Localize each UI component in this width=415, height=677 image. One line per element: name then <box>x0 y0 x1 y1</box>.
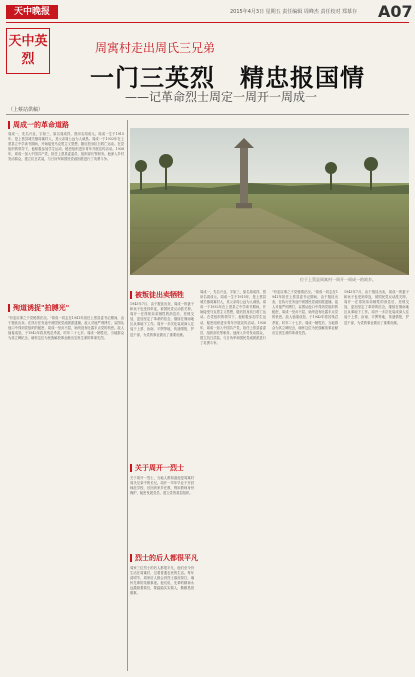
section-title-text: 烈士的后人都很平凡 <box>135 554 198 562</box>
article-subhead: ——记革命烈士周定一周开一周成一 <box>125 90 318 104</box>
photo-caption: 位于上蔡县周寓村一周开一周成一的故乡。 <box>300 277 376 282</box>
section-title-text: 殉道诱捉"拍膊光" <box>13 304 70 312</box>
masthead-rule <box>6 22 409 23</box>
article-column-6: 周成一，先名兴业，字如三，原名周成祥，曾用名周成元。周成一生于1915年，是上蔡县城关镇周寓村人，其父亲周公远为人诚恳。周成一于1932年在上蔡县立中学读书期间，开始接受马克思主义思想，随后投身抗日救亡运动。在党组织的领导下，他积极参加学生运动，秘密组织进步青年开展宣传活动。1938年，周成一加入中国共产党，担任上蔡县委委员、组织部长等职务。他深入乡村发动群众，建立抗日武装，与日伪军和国民党顽固派进行了英勇斗争。 <box>200 290 266 345</box>
article-column-3: 1943年7月，由于叛徒出卖，周成一的妻子和孩子也受到牵连，被国民党反动派关押。周开一在得知弟弟牺牲的消息后，悲愤交加，更加坚定了革命的信念，继续在豫南地区从事地下工作。周开一多次化装成商人往返于上蔡、汝南、平舆等地，传递情报，护送干部，为党的事业做出了重要贡献。 <box>130 302 194 337</box>
section-title-2 <box>8 303 69 313</box>
article-headline: 一门三英烈 精忠报国情 <box>90 64 365 92</box>
section-label: 天中英烈 <box>6 28 50 74</box>
article-column-2: "有忠臣事之于党秘情法况。"周成一同志在1941年担任上蔡县委书记期间，由于叛徒出卖，在执行任务途中被国民党顽固派逮捕。敌人对他严刑拷打，妄图从他口中得到党组织的秘密，周成一坚贞不屈，始终没有吐露半点党的机密。敌人恼羞成怒，于1942年将其残忍杀害，时年二十七岁。周成一牺牲后，当地群众为其立碑纪念，缅怀这位为民族解放事业献出宝贵生命的革命先烈。 <box>8 316 124 341</box>
landscape-image <box>130 128 409 275</box>
section-title-text: 关于周开一烈士 <box>135 464 184 472</box>
section-marker <box>130 464 132 472</box>
section-title-3 <box>130 290 184 300</box>
article-credit: （上蔡站供稿） <box>8 107 44 113</box>
village-photo <box>130 128 409 275</box>
newspaper-logo: 天中晚报 <box>6 5 58 19</box>
section-title-5 <box>130 553 198 563</box>
section-marker <box>8 121 10 129</box>
section-marker <box>130 291 132 299</box>
column-divider <box>127 120 128 671</box>
section-title-text: 周成一的革命道路 <box>13 121 69 129</box>
article-column-8: 1943年7月，由于叛徒出卖，周成一的妻子和孩子也受到牵连，被国民党反动派关押。周开一在得知弟弟牺牲的消息后，悲愤交加，更加坚定了革命的信念，继续在豫南地区从事地下工作。周开一多次化装成商人往返于上蔡、汝南、平舆等地，传递情报，护送干部，为党的事业做出了重要贡献。 <box>344 290 409 325</box>
section-title-4 <box>130 463 184 473</box>
date-line: 2015年4月3日 星期五 责任编辑 周峰杰 责任校对 郑慕存 <box>230 9 358 15</box>
section-marker <box>130 554 132 562</box>
article-column-4: 关于周开一烈士，当地人都知道他是周寓村周氏兄弟中的长兄。周开一早年毕业于开封师范学校，后回到家乡任教，利用教师身份掩护，秘密发展党员，建立党的基层组织。 <box>130 476 194 496</box>
article-column-5: 周家三位烈士的后人都很平凡，他们至今仍生活在周寓村，过着普通农民的生活。每年清明节，周家后人都会到烈士墓前祭扫，缅怀先辈的英雄事迹。他们说，先辈的精神永远激励着我们，要踏踏实实做人，勤勤恳恳做事。 <box>130 566 194 596</box>
article-kicker: 周寓村走出周氏三兄弟 <box>95 41 216 55</box>
section-title-text: 被叛徒出卖牺牲 <box>135 291 184 299</box>
divider <box>6 114 409 115</box>
section-marker <box>8 304 10 312</box>
page-number: A07 <box>378 2 413 21</box>
article-column-1: 周成一，先名兴业，字如三，原名周成祥，曾用名周成元。周成一生于1915年，是上蔡县城关镇周寓村人，其父亲周公远为人诚恳。周成一于1932年在上蔡县立中学读书期间，开始接受马克思主义思想，随后投身抗日救亡运动。在党组织的领导下，他积极参加学生运动，秘密组织进步青年开展宣传活动。1938年，周成一加入中国共产党，担任上蔡县委委员、组织部长等职务。他深入乡村发动群众，建立抗日武装，与日伪军和国民党顽固派进行了英勇斗争。 <box>8 132 124 162</box>
article-column-7: "有忠臣事之于党秘情法况。"周成一同志在1941年担任上蔡县委书记期间，由于叛徒出卖，在执行任务途中被国民党顽固派逮捕。敌人对他严刑拷打，妄图从他口中得到党组织的秘密，周成一坚贞不屈，始终没有吐露半点党的机密。敌人恼羞成怒，于1942年将其残忍杀害，时年二十七岁。周成一牺牲后，当地群众为其立碑纪念，缅怀这位为民族解放事业献出宝贵生命的革命先烈。 <box>272 290 338 335</box>
section-title-1 <box>8 120 69 130</box>
